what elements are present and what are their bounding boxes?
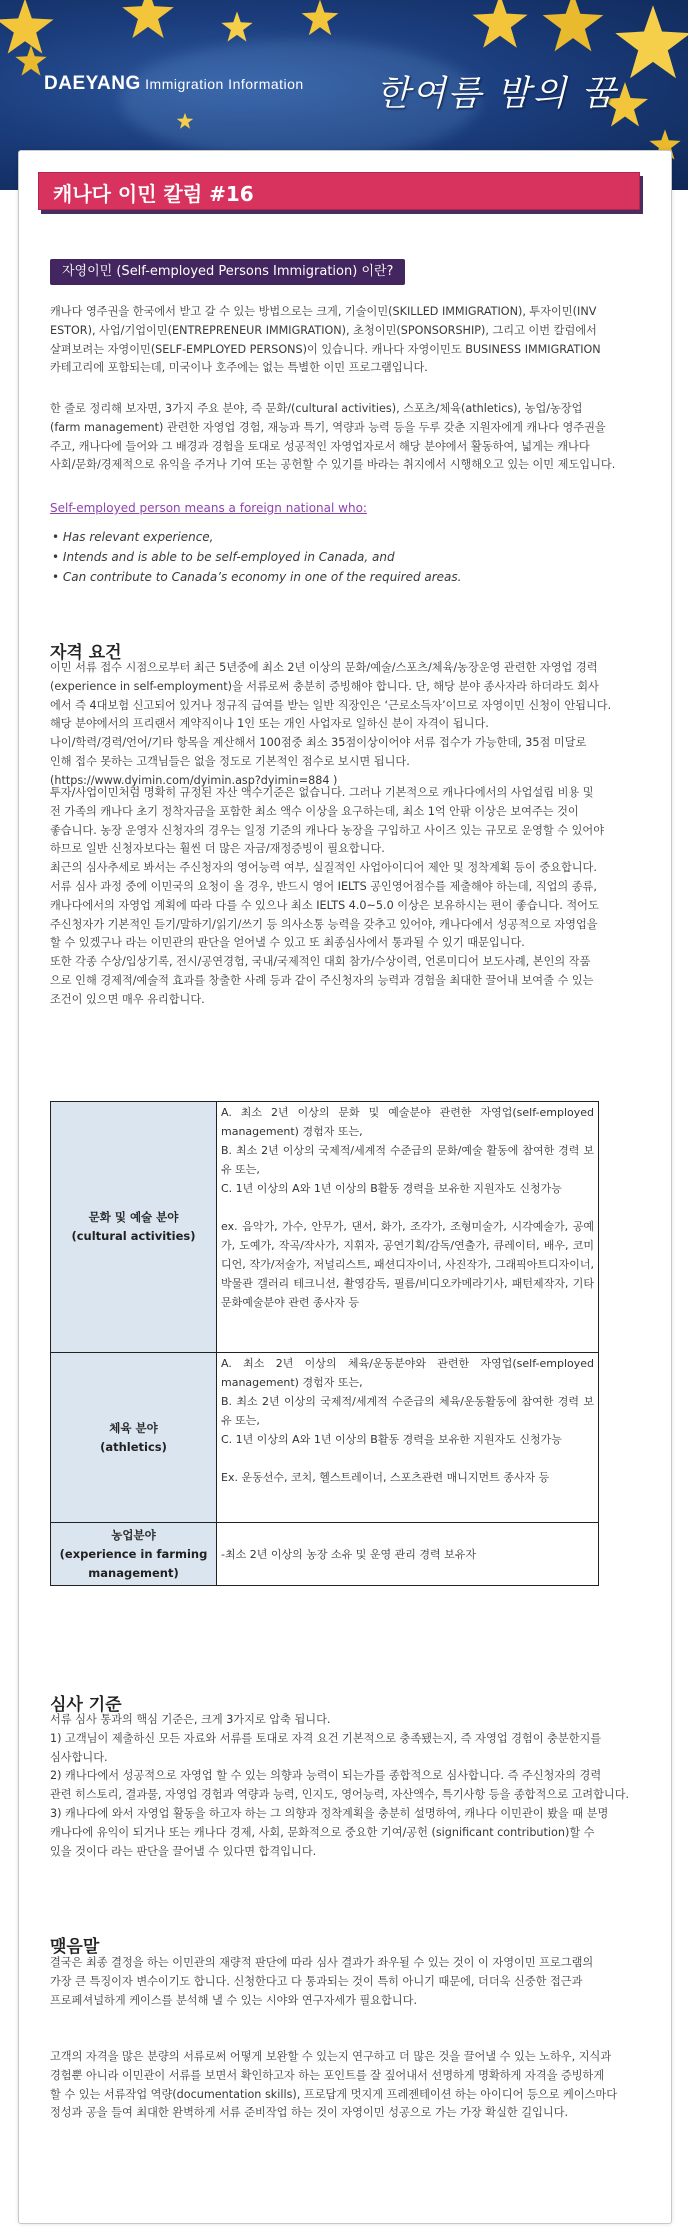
text-line: 해당 분야에서의 프리랜서 계약직이나 1인 또는 개인 사업자로 일하신 분이 자격이 됩니다. <box>50 717 489 731</box>
review-heading: 심사 기준 <box>50 1695 122 1715</box>
text-line: 캐나다에 유익이 되거나 또는 캐나다 경제, 사회, 문화적으로 중요한 기여/공헌 (significant contribution)할 수 <box>50 1825 595 1839</box>
text-line: 가장 큰 특징이자 변수이기도 합니다. 신청한다고 다 통과되는 것이 특히 아니기 때문에, 더더욱 신중한 접근과 <box>50 1974 583 1988</box>
brand-sub: Immigration Information <box>140 76 304 92</box>
star-icon <box>470 0 530 52</box>
text-line: 투자/사업이민처럼 명확히 규정된 자산 액수기준은 없습니다. 그러나 기본적으로 캐나다에서의 사업설립 비용 및 <box>50 786 594 799</box>
text-line: 카테고리에 포함되는데, 미국이나 호주에는 없는 특별한 이민 프로그램입니다. <box>50 361 428 375</box>
text-line: 할 수 있겠구나 라는 이민관의 판단을 얻어낼 수 있고 또 최종심사에서 통과될 수 있기 때문입니다. <box>50 936 525 950</box>
brand-name <box>44 73 304 95</box>
star-icon <box>540 0 606 56</box>
text-line: 인해 접수 못하는 고객님들은 없을 정도로 기본적인 점수로 보시면 됩니다. <box>50 754 410 768</box>
text-line: 조건이 있으면 매우 유리합니다. <box>50 992 205 1006</box>
star-icon <box>14 44 48 78</box>
star-icon <box>120 0 176 42</box>
text-line: 좋습니다. 농장 운영자 신청자의 경우는 일정 기준의 캐나다 농장을 구입하고 사이즈 있는 규모로 운영할 수 있어야 <box>50 823 605 837</box>
text-line: 2) 캐나다에서 성공적으로 자영업 할 수 있는 의향과 능력이 되는가를 종합적으로 심사합니다. 즉 주신청자의 경력 <box>50 1769 602 1783</box>
criteria-text: A. 최소 2년 이상의 문화 및 예술분야 관련한 자영업(self-employed management) 경험자 또는, <box>221 1106 594 1138</box>
star-icon <box>300 0 340 38</box>
text-line: 관련 히스토리, 결과물, 자영업 경험과 역량과 능력, 인지도, 영어능력, 자산액수, 특기사항 등을 종합적으로 고려합니다. <box>50 1788 630 1802</box>
list-item: • Intends and is able to be self-employed in Canada, and <box>52 550 395 564</box>
text-line: 살펴보려는 자영이민(SELF-EMPLOYED PERSONS)이 있습니다. 캐나다 자영이민도 BUSINESS IMMIGRATION <box>50 342 601 356</box>
text-line: 캐나다 영주권을 한국에서 받고 갈 수 있는 방법으로는 크게, 기술이민(SKILLED IMMIGRATION), 투자이민(INV <box>50 305 597 318</box>
text-line: 으로 인해 경제적/예술적 효과를 창출한 사례 등과 같이 주신청자의 능력과 경험을 최대한 끌어내 보여줄 수 있는 <box>50 973 594 987</box>
text-line: 전 가족의 캐나다 초기 정착자금을 포함한 최소 액수 이상을 요구하는데, 최소 1억 안팎 이상은 보여주는 것이 <box>50 804 579 818</box>
list-item: • Has relevant experience, <box>52 530 214 544</box>
section-label: 자영이민 (Self-employed Persons Immigration) 이란? <box>50 259 405 285</box>
criteria-text: C. 1년 이상의 A와 1년 이상의 B활동 경력을 보유한 지원자도 신청가능 <box>221 1182 562 1195</box>
criteria-table <box>50 1101 599 1586</box>
closing-heading: 맺음말 <box>50 1937 100 1957</box>
criteria-text: C. 1년 이상의 A와 1년 이상의 B활동 경력을 보유한 지원자도 신청가능 <box>221 1433 562 1446</box>
text-line: 이민 서류 접수 시점으로부터 최근 5년중에 최소 2년 이상의 문화/예술/스포츠/체육/농장운영 관련한 자영업 경력 <box>50 661 598 674</box>
criteria-text: B. 최소 2년 이상의 국제적/세계적 수준급의 체육/운동활동에 참여한 경력 보유 또는, <box>221 1395 594 1427</box>
requirements-paragraph-1 <box>50 659 642 791</box>
criteria-text: Ex. 운동선수, 코치, 헬스트레이너, 스포츠관련 매니지먼트 종사자 등 <box>221 1471 550 1484</box>
closing-paragraph-2 <box>50 2048 642 2123</box>
text-line: 정성과 공을 들여 최대한 완벽하게 서류 준비작업 하는 것이 자영이민 성공으로 가는 가장 확실한 길입니다. <box>50 2106 569 2120</box>
text-line: 서류 심사 통과의 핵심 기준은, 크게 3가지로 압축 됩니다. <box>50 1713 331 1726</box>
criteria-text: -최소 2년 이상의 농장 소유 및 운영 관리 경력 보유자 <box>221 1548 476 1561</box>
text-line: (experience in self-employment)을 서류로써 충분히 증빙해야 합니다. 단, 해당 분야 종사자라 하더라도 회사 <box>50 679 599 693</box>
text-line: 나이/학력/경력/언어/기타 항목을 계산해서 100점중 최소 35점이상이어야 서류 접수가 가능한데, 35점 미달로 <box>50 736 587 750</box>
text-line: 주고, 캐나다에 들어와 그 배경과 경험을 토대로 성공적인 자영업자로서 해당 분야에서 활동하여, 넓게는 캐나다 <box>50 439 590 453</box>
text-line: (https://www.dyimin.com/dyimin.asp?dyimin=884 ) <box>50 773 338 787</box>
banner-slogan: 한여름 밤의 꿈 <box>376 74 618 114</box>
criteria-text <box>221 1198 594 1217</box>
text-line: 할 수 있는 서류작업 역량(documentation skills), 프로답게 멋지게 프레젠테이션 하는 아이디어 등으로 케이스마다 <box>50 2087 618 2101</box>
text-line: 최근의 심사추세로 봐서는 주신청자의 영어능력 여부, 실질적인 사업아이디어 제안 및 정착계획 등이 중요합니다. <box>50 861 597 875</box>
text-line: (farm management) 관련한 자영업 경험, 재능과 특기, 역량과 능력 등을 두루 갖춘 지원자에게 캐나다 영주권을 <box>50 420 606 434</box>
list-item: • Can contribute to Canada’s economy in one of the required areas. <box>52 570 462 584</box>
star-icon <box>176 112 194 130</box>
table-row <box>51 1523 599 1586</box>
text-line: 1) 고객님이 제출하신 모든 자료와 서류를 토대로 자격 요건 기본적으로 충족됐는지, 즉 자영업 경험이 충분한지를 <box>50 1731 602 1745</box>
table-row-value <box>217 1523 599 1586</box>
text-line: ESTOR), 사업/기업이민(ENTREPRENEUR IMMIGRATION), 초청이민(SPONSORSHIP), 그리고 이번 칼럼에서 <box>50 323 597 337</box>
criteria-text <box>221 1449 594 1468</box>
column-title-bar <box>38 172 640 210</box>
text-line: 캐나다에서의 자영업 계획에 따라 다를 수 있으나 최소 IELTS 4.0~5.0 이상은 보유하시는 편이 좋습니다. 적어도 <box>50 898 599 912</box>
text-line: 하므로 일반 신청자보다는 훨씬 더 많은 자금/재정증빙이 필요합니다. <box>50 842 385 856</box>
text-line: 주신청자가 기본적인 듣기/말하기/읽기/쓰기 등 의사소통 능력을 갖추고 있어야, 캐나다에서 성공적으로 자영업을 <box>50 917 598 931</box>
text-line: 또한 각종 수상/입상기록, 전시/공연경험, 국내/국제적인 대회 참가/수상이력, 언론미디어 보도사례, 본인의 작품 <box>50 955 591 969</box>
criteria-text: ex. 음악가, 가수, 안무가, 댄서, 화가, 조각가, 조형미술가, 시각예술가, 공예가, 도예가, 작곡/작사가, 지휘자, 공연기획/감독/연출가, 큐레이터, 배우, 코미디언, 작가/저술가, 저널리스트, 패션디자이너, 사진작가, 그래픽아트디자이너, 박물관 갤러리 테크니션, 촬영감독, 필름/비디오카메라기사, 패턴제작자, 기타 문화예술분야 관련 종사자 등 <box>221 1220 594 1309</box>
text-line: 고객의 자격을 많은 분량의 서류로써 어떻게 보완할 수 있는지 연구하고 더 많은 것을 끌어낼 수 있는 노하우, 지식과 <box>50 2050 612 2063</box>
text-line: 있을 것이다 라는 판단을 끌어낼 수 있다면 합격입니다. <box>50 1844 317 1858</box>
table-row-label: 농업분야 (experience in farming management) <box>51 1523 217 1586</box>
criteria-text: A. 최소 2년 이상의 체육/운동분야와 관련한 자영업(self-employed management) 경험자 또는, <box>221 1357 594 1389</box>
text-line: 3) 캐나다에 와서 자영업 활동을 하고자 하는 그 의향과 정착계획을 충분히 설명하여, 캐나다 이민관이 봤을 때 분명 <box>50 1806 609 1820</box>
closing-paragraph-1 <box>50 1954 642 2010</box>
review-paragraph <box>50 1711 642 1861</box>
table-row <box>51 1102 599 1353</box>
star-icon <box>220 10 254 44</box>
table-row-label: 문화 및 예술 분야 (cultural activities) <box>51 1102 217 1353</box>
definition-list <box>52 527 461 587</box>
text-line: 한 줄로 정리해 보자면, 3가지 주요 분야, 즉 문화/(cultural activities), 스포츠/체육(athletics), 농업/농장업 <box>50 402 583 415</box>
brand-bold: DAEYANG <box>44 73 141 94</box>
requirements-paragraph-2 <box>50 784 642 1010</box>
definition-link[interactable]: Self-employed person means a foreign national who: <box>50 501 367 515</box>
requirements-heading: 자격 요건 <box>50 643 122 663</box>
intro-paragraph <box>50 303 642 378</box>
text-line: 프로페셔널하게 케이스를 분석해 낼 수 있는 시야와 연구자세가 필요합니다. <box>50 1993 418 2007</box>
summary-paragraph <box>50 400 642 475</box>
text-line: 결국은 최종 결정을 하는 이민관의 재량적 판단에 따라 심사 결과가 좌우될 수 있는 것이 이 자영이민 프로그램의 <box>50 1956 594 1969</box>
text-line: 경험뿐 아니라 이민관이 서류를 보면서 확인하고자 하는 포인트를 잘 짚어내서 선명하게 명확하게 자격을 증빙하게 <box>50 2068 605 2082</box>
table-row-value <box>217 1102 599 1353</box>
text-line: 서류 심사 과정 중에 이민국의 요청이 올 경우, 반드시 영어 IELTS 공인영어점수를 제출해야 하는데, 직업의 종류, <box>50 879 597 893</box>
text-line: 사회/문화/경제적으로 유익을 주거나 기여 또는 공헌할 수 있기를 바라는 취지에서 시행해오고 있는 이민 제도입니다. <box>50 458 616 472</box>
table-row <box>51 1353 599 1523</box>
table-row-value <box>217 1353 599 1523</box>
table-row-label: 체육 분야 (athletics) <box>51 1353 217 1523</box>
column-title: 캐나다 이민 칼럼 #16 <box>53 182 254 206</box>
criteria-text: B. 최소 2년 이상의 국제적/세계적 수준급의 문화/예술 활동에 참여한 경력 보유 또는, <box>221 1144 594 1176</box>
text-line: 에서 즉 4대보험 신고되어 있거나 정규직 급여를 받는 일반 직장인은 ‘근로소득자’이므로 자영이민 신청이 안됩니다. <box>50 698 612 712</box>
text-line: 심사합니다. <box>50 1750 108 1764</box>
star-icon <box>612 2 688 84</box>
